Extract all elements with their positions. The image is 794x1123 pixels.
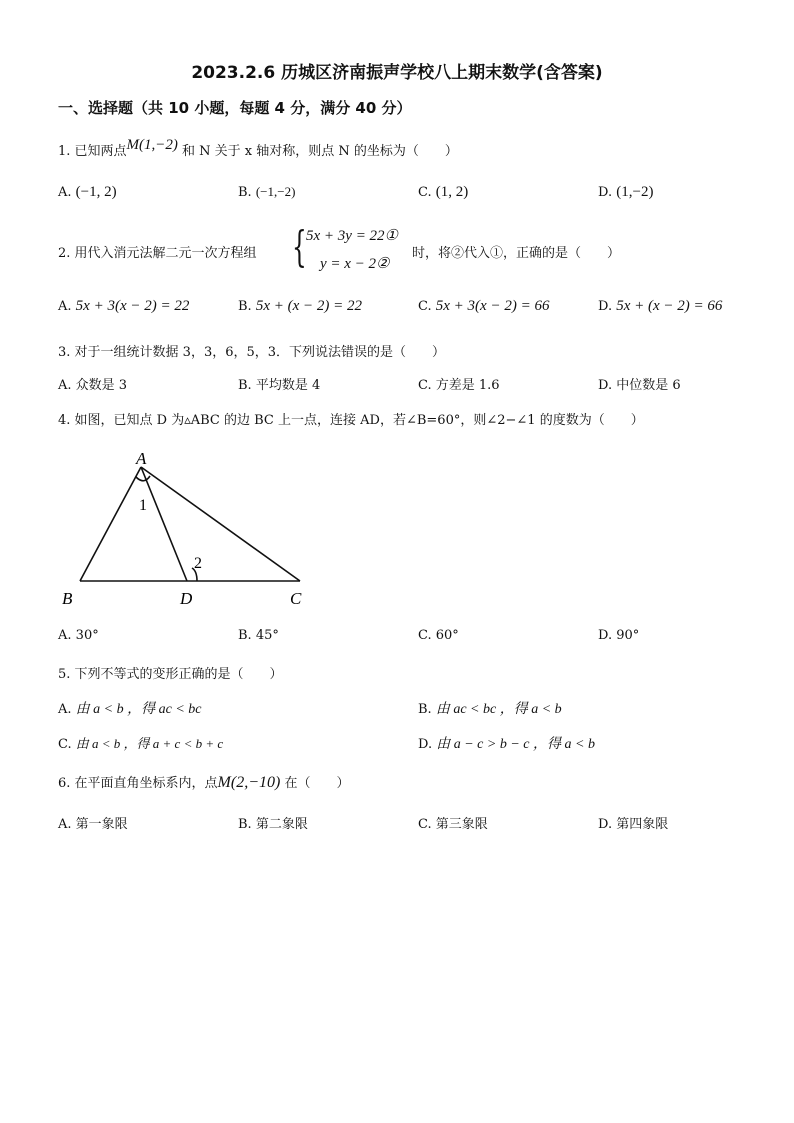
option-text: 由 ac < bc ，得 a < b (435, 702, 562, 717)
question-6-stem-post: 在（ ） (280, 776, 350, 791)
option-letter: B. (238, 299, 252, 314)
question-1 (58, 137, 458, 160)
option-text: (1, 2) (435, 184, 469, 200)
q6-option-b (238, 813, 308, 832)
page-title: 2023.2.6 历城区济南振声学校八上期末数学(含答案) (191, 63, 603, 83)
section-heading: 一、选择题（共 10 小题，每题 4 分，满分 40 分） (58, 99, 412, 117)
option-letter: C. (418, 299, 432, 314)
option-text: 方差是 1.6 (435, 378, 500, 393)
option-text: 由 a < b ，得 a + c < b + c (75, 736, 224, 751)
question-2-equation-1: 5x + 3y = 22① (306, 228, 399, 244)
option-text: 第二象限 (255, 817, 308, 832)
q5-option-a (58, 698, 202, 718)
q1-option-c (418, 184, 468, 201)
equation-system-brace: { (292, 222, 307, 271)
q5-option-d (418, 733, 595, 753)
q1-option-b (238, 184, 295, 200)
q6-option-d (598, 813, 668, 832)
q4-option-a (58, 628, 99, 643)
q3-option-d (598, 374, 681, 393)
option-letter: B. (418, 702, 432, 717)
option-letter: A. (58, 702, 72, 717)
option-letter: C. (418, 185, 432, 200)
question-2-stem-pre: 2. 用代入消元法解二元一次方程组 (58, 246, 257, 261)
option-letter: A. (58, 378, 72, 393)
question-3-stem: 3. 对于一组统计数据 3，3，6，5，3．下列说法错误的是（ ） (58, 345, 446, 360)
option-text: 由 a < b ，得 ac < bc (75, 702, 202, 717)
option-letter: D. (418, 737, 433, 752)
q6-option-a (58, 813, 128, 832)
question-1-stem-post: 和 N 关于 x 轴对称，则点 N 的坐标为（ ） (177, 144, 458, 159)
option-letter: D. (598, 378, 613, 393)
option-text: 众数是 3 (75, 378, 128, 393)
option-letter: C. (418, 628, 432, 643)
q2-option-b (238, 298, 362, 315)
option-letter: A. (58, 817, 72, 832)
q2-option-a (58, 298, 189, 315)
angle-1-arc (136, 476, 150, 481)
q1-option-a (58, 184, 117, 201)
question-5-stem: 5. 下列不等式的变形正确的是（ ） (58, 667, 283, 682)
angle-1-label: 1 (139, 497, 147, 514)
option-letter: B. (238, 185, 252, 200)
angle-2-label: 2 (194, 555, 202, 572)
option-text: 5x + (x − 2) = 66 (616, 298, 723, 314)
option-letter: A. (58, 299, 72, 314)
question-2-stem-post: 时，将②代入①，正确的是（ ） (412, 246, 621, 261)
question-6 (58, 772, 349, 792)
option-text: 5x + 3(x − 2) = 66 (435, 298, 550, 314)
q1-option-d (598, 184, 653, 201)
option-text: 5x + (x − 2) = 22 (255, 298, 362, 314)
option-text: 由 a − c > b − c ，得 a < b (436, 737, 595, 752)
question-2-equation-2: y = x − 2② (320, 256, 390, 272)
question-6-stem-pre: 6. 在平面直角坐标系内，点 (58, 776, 218, 791)
option-letter: D. (598, 299, 613, 314)
option-letter: C. (418, 378, 432, 393)
q3-option-c (418, 374, 500, 393)
option-letter: A. (58, 185, 72, 200)
q5-option-c (58, 733, 223, 752)
question-6-point-m: M(2,−10) (217, 774, 281, 791)
option-text: 30° (75, 628, 99, 643)
q3-option-b (238, 374, 320, 393)
vertex-c-label: C (290, 589, 302, 608)
triangle-figure (50, 440, 320, 615)
q3-option-a (58, 374, 127, 393)
option-letter: B. (238, 378, 252, 393)
segment-ab (80, 467, 141, 581)
option-letter: B. (238, 817, 252, 832)
q4-option-c (418, 628, 459, 643)
question-1-point-m: M(1,−2) (126, 137, 178, 153)
option-text: 45° (255, 628, 279, 643)
question-1-stem-pre: 1. 已知两点 (58, 144, 127, 159)
option-letter: C. (58, 737, 72, 752)
q2-option-c (418, 298, 549, 315)
vertex-d-label: D (180, 589, 193, 608)
option-letter: C. (418, 817, 432, 832)
option-text: 平均数是 4 (255, 378, 321, 393)
option-text: 90° (616, 628, 640, 643)
option-text: 中位数是 6 (616, 378, 681, 393)
option-text: 第一象限 (75, 817, 128, 832)
vertex-a-label: A (136, 449, 147, 468)
option-letter: A. (58, 628, 72, 643)
option-text: 60° (435, 628, 459, 643)
q4-option-b (238, 628, 279, 643)
option-text: (−1,−2) (255, 184, 296, 199)
question-4-stem: 4. 如图，已知点 D 为▵ABC 的边 BC 上一点，连接 AD，若∠B=60°，则∠2−∠1 的度数为（ ） (58, 413, 644, 428)
option-text: (−1, 2) (75, 184, 117, 200)
option-letter: B. (238, 628, 252, 643)
q2-option-d (598, 298, 722, 315)
option-letter: D. (598, 185, 613, 200)
option-letter: D. (598, 817, 613, 832)
option-text: 第三象限 (435, 817, 488, 832)
q5-option-b (418, 698, 562, 718)
option-text: (1,−2) (616, 184, 654, 200)
q4-option-d (598, 628, 639, 643)
option-text: 第四象限 (616, 817, 669, 832)
q6-option-c (418, 813, 488, 832)
option-text: 5x + 3(x − 2) = 22 (75, 298, 190, 314)
option-letter: D. (598, 628, 613, 643)
vertex-b-label: B (62, 589, 73, 608)
